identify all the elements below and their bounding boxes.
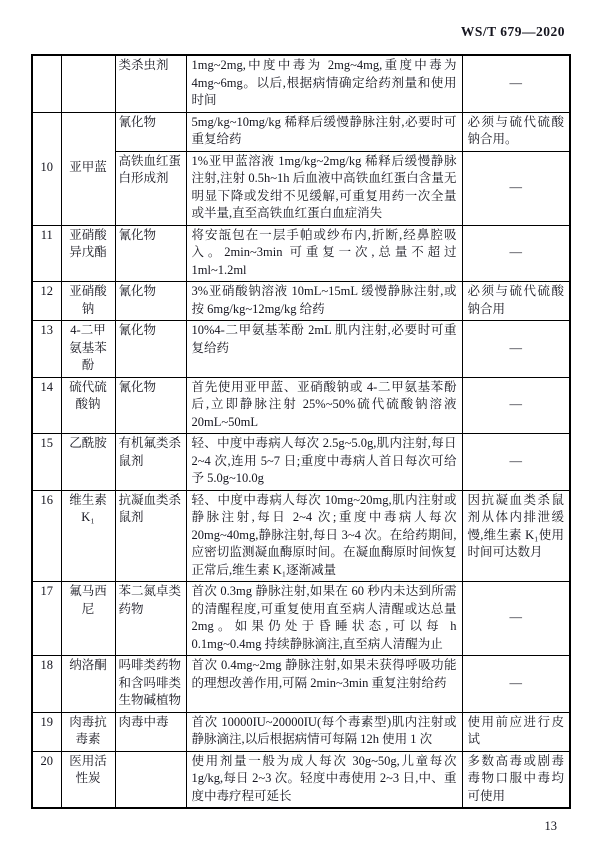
table-row (32, 282, 570, 321)
drug-name-cell: 4-二甲氨基苯酚 (61, 321, 115, 378)
note-cell: — (462, 55, 570, 112)
poison-type-cell: 氰化物 (115, 321, 186, 378)
usage-cell: 5mg/kg~10mg/kg 稀释后缓慢静脉注射,必要时可重复给药 (186, 112, 462, 151)
poison-type-cell: 高铁血红蛋白形成剂 (115, 151, 186, 225)
drug-name-cell: 氟马西尼 (61, 582, 115, 656)
row-number-cell: 19 (32, 712, 61, 751)
table-row (32, 225, 570, 282)
row-number-cell: 10 (32, 112, 61, 225)
standard-number: WS/T 679—2020 (460, 24, 565, 39)
table-row (32, 112, 570, 151)
usage-cell: 10%4-二甲氨基苯酚 2mL 肌内注射,必要时可重复给药 (186, 321, 462, 378)
poison-type-cell: 苯二氮卓类药物 (115, 582, 186, 656)
note-cell: 多数高毒或剧毒毒物口服中毒均可使用 (462, 751, 570, 808)
row-number-cell: 11 (32, 225, 61, 282)
poison-type-cell: 肉毒中毒 (115, 712, 186, 751)
table-row (32, 712, 570, 751)
note-cell: 必须与硫代硫酸钠合用 (462, 282, 570, 321)
note-cell: — (462, 151, 570, 225)
row-number-cell (32, 55, 61, 112)
note-cell: — (462, 582, 570, 656)
table-row (32, 656, 570, 713)
usage-cell: 首次 0.4mg~2mg 静脉注射,如果未获得呼吸功能的理想改善作用,可隔 2min~3min 重复注射给药 (186, 656, 462, 713)
usage-cell: 将安瓿包在一层手帕或纱布内,折断,经鼻腔吸入。2min~3min 可重复一次,总量不超过 1ml~1.2ml (186, 225, 462, 282)
poison-type-cell: 氰化物 (115, 225, 186, 282)
drug-name-cell: 医用活性炭 (61, 751, 115, 808)
note-cell: — (462, 225, 570, 282)
poison-type-cell: 氰化物 (115, 112, 186, 151)
note-cell: — (462, 377, 570, 434)
note-cell: 使用前应进行皮试 (462, 712, 570, 751)
row-number-cell: 16 (32, 490, 61, 582)
usage-cell: 首次 0.3mg 静脉注射,如果在 60 秒内未达到所需的清醒程度,可重复使用直至病人清醒或达总量 2mg。如果仍处于昏睡状态,可以每 h 0.1mg~0.4mg 持续静脉滴注,直至病人清醒为止 (186, 582, 462, 656)
drug-name-cell: 亚硝酸异戊酯 (61, 225, 115, 282)
drug-name-cell: 维生素K₁ (61, 490, 115, 582)
row-number-cell: 18 (32, 656, 61, 713)
usage-cell: 1%亚甲蓝溶液 1mg/kg~2mg/kg 稀释后缓慢静脉注射,注射 0.5h~1h 后血液中高铁血红蛋白含量无明显下降或发绀不见缓解,可重复用药一次全量或半量,直至高铁血红蛋白血症消失 (186, 151, 462, 225)
usage-cell: 首次 10000IU~20000IU(每个毒素型)肌内注射或静脉滴注,以后根据病情可每隔 12h 使用 1 次 (186, 712, 462, 751)
table-row (32, 434, 570, 491)
note-cell: — (462, 321, 570, 378)
row-number-cell: 17 (32, 582, 61, 656)
usage-cell: 使用剂量一般为成人每次 30g~50g,儿童每次 1g/kg,每日 2~3 次。轻度中毒使用 2~3 日,中、重度中毒疗程可延长 (186, 751, 462, 808)
table-row (32, 582, 570, 656)
poison-type-cell: 氰化物 (115, 282, 186, 321)
poison-type-cell: 有机氟类杀鼠剂 (115, 434, 186, 491)
poison-type-cell: 类杀虫剂 (115, 55, 186, 112)
note-cell: — (462, 656, 570, 713)
row-number-cell: 14 (32, 377, 61, 434)
note-cell: 必须与硫代硫酸钠合用。 (462, 112, 570, 151)
note-cell: — (462, 434, 570, 491)
drug-name-cell: 亚硝酸钠 (61, 282, 115, 321)
note-cell: 因抗凝血类杀鼠剂从体内排泄缓慢,维生素 K₁使用时间可达数月 (462, 490, 570, 582)
usage-cell: 1mg~2mg,中度中毒为 2mg~4mg,重度中毒为 4mg~6mg。以后,根据病情确定给药剂量和使用时间 (186, 55, 462, 112)
drug-name-cell: 亚甲蓝 (61, 112, 115, 225)
row-number-cell: 12 (32, 282, 61, 321)
usage-cell: 轻、中度中毒病人每次 10mg~20mg,肌内注射或静脉注射,每日 2~4 次;重度中毒病人每次 20mg~40mg,静脉注射,每日 3~4 次。在给药期间,应密切监测凝血酶原时间。在凝血酶原时间恢复正常后,维生素 K₁逐渐减量 (186, 490, 462, 582)
table-row (32, 55, 570, 112)
table-row (32, 751, 570, 808)
poison-type-cell: 氰化物 (115, 377, 186, 434)
drug-name-cell: 纳洛酮 (61, 656, 115, 713)
drug-name-cell: 肉毒抗毒素 (61, 712, 115, 751)
usage-cell: 3%亚硝酸钠溶液 10mL~15mL 缓慢静脉注射,或按 6mg/kg~12mg/kg 给药 (186, 282, 462, 321)
table-row (32, 377, 570, 434)
drug-name-cell: 乙酰胺 (61, 434, 115, 491)
poison-type-cell (115, 751, 186, 808)
page-number: 13 (544, 819, 557, 833)
poison-type-cell: 抗凝血类杀鼠剂 (115, 490, 186, 582)
table-row (32, 490, 570, 582)
poison-type-cell: 吗啡类药物和含吗啡类生物碱植物 (115, 656, 186, 713)
drug-name-cell: 硫代硫酸钠 (61, 377, 115, 434)
row-number-cell: 20 (32, 751, 61, 808)
row-number-cell: 13 (32, 321, 61, 378)
drug-name-cell (61, 55, 115, 112)
table-body (32, 55, 570, 808)
usage-cell: 轻、中度中毒病人每次 2.5g~5.0g,肌内注射,每日 2~4 次,连用 5~7 日;重度中毒病人首日每次可给予 5.0g~10.0g (186, 434, 462, 491)
row-number-cell: 15 (32, 434, 61, 491)
usage-cell: 首先使用亚甲蓝、亚硝酸钠或 4-二甲氨基苯酚后,立即静脉注射 25%~50%硫代硫酸钠溶液 20mL~50mL (186, 377, 462, 434)
table-row (32, 321, 570, 378)
antidote-table (31, 54, 571, 809)
